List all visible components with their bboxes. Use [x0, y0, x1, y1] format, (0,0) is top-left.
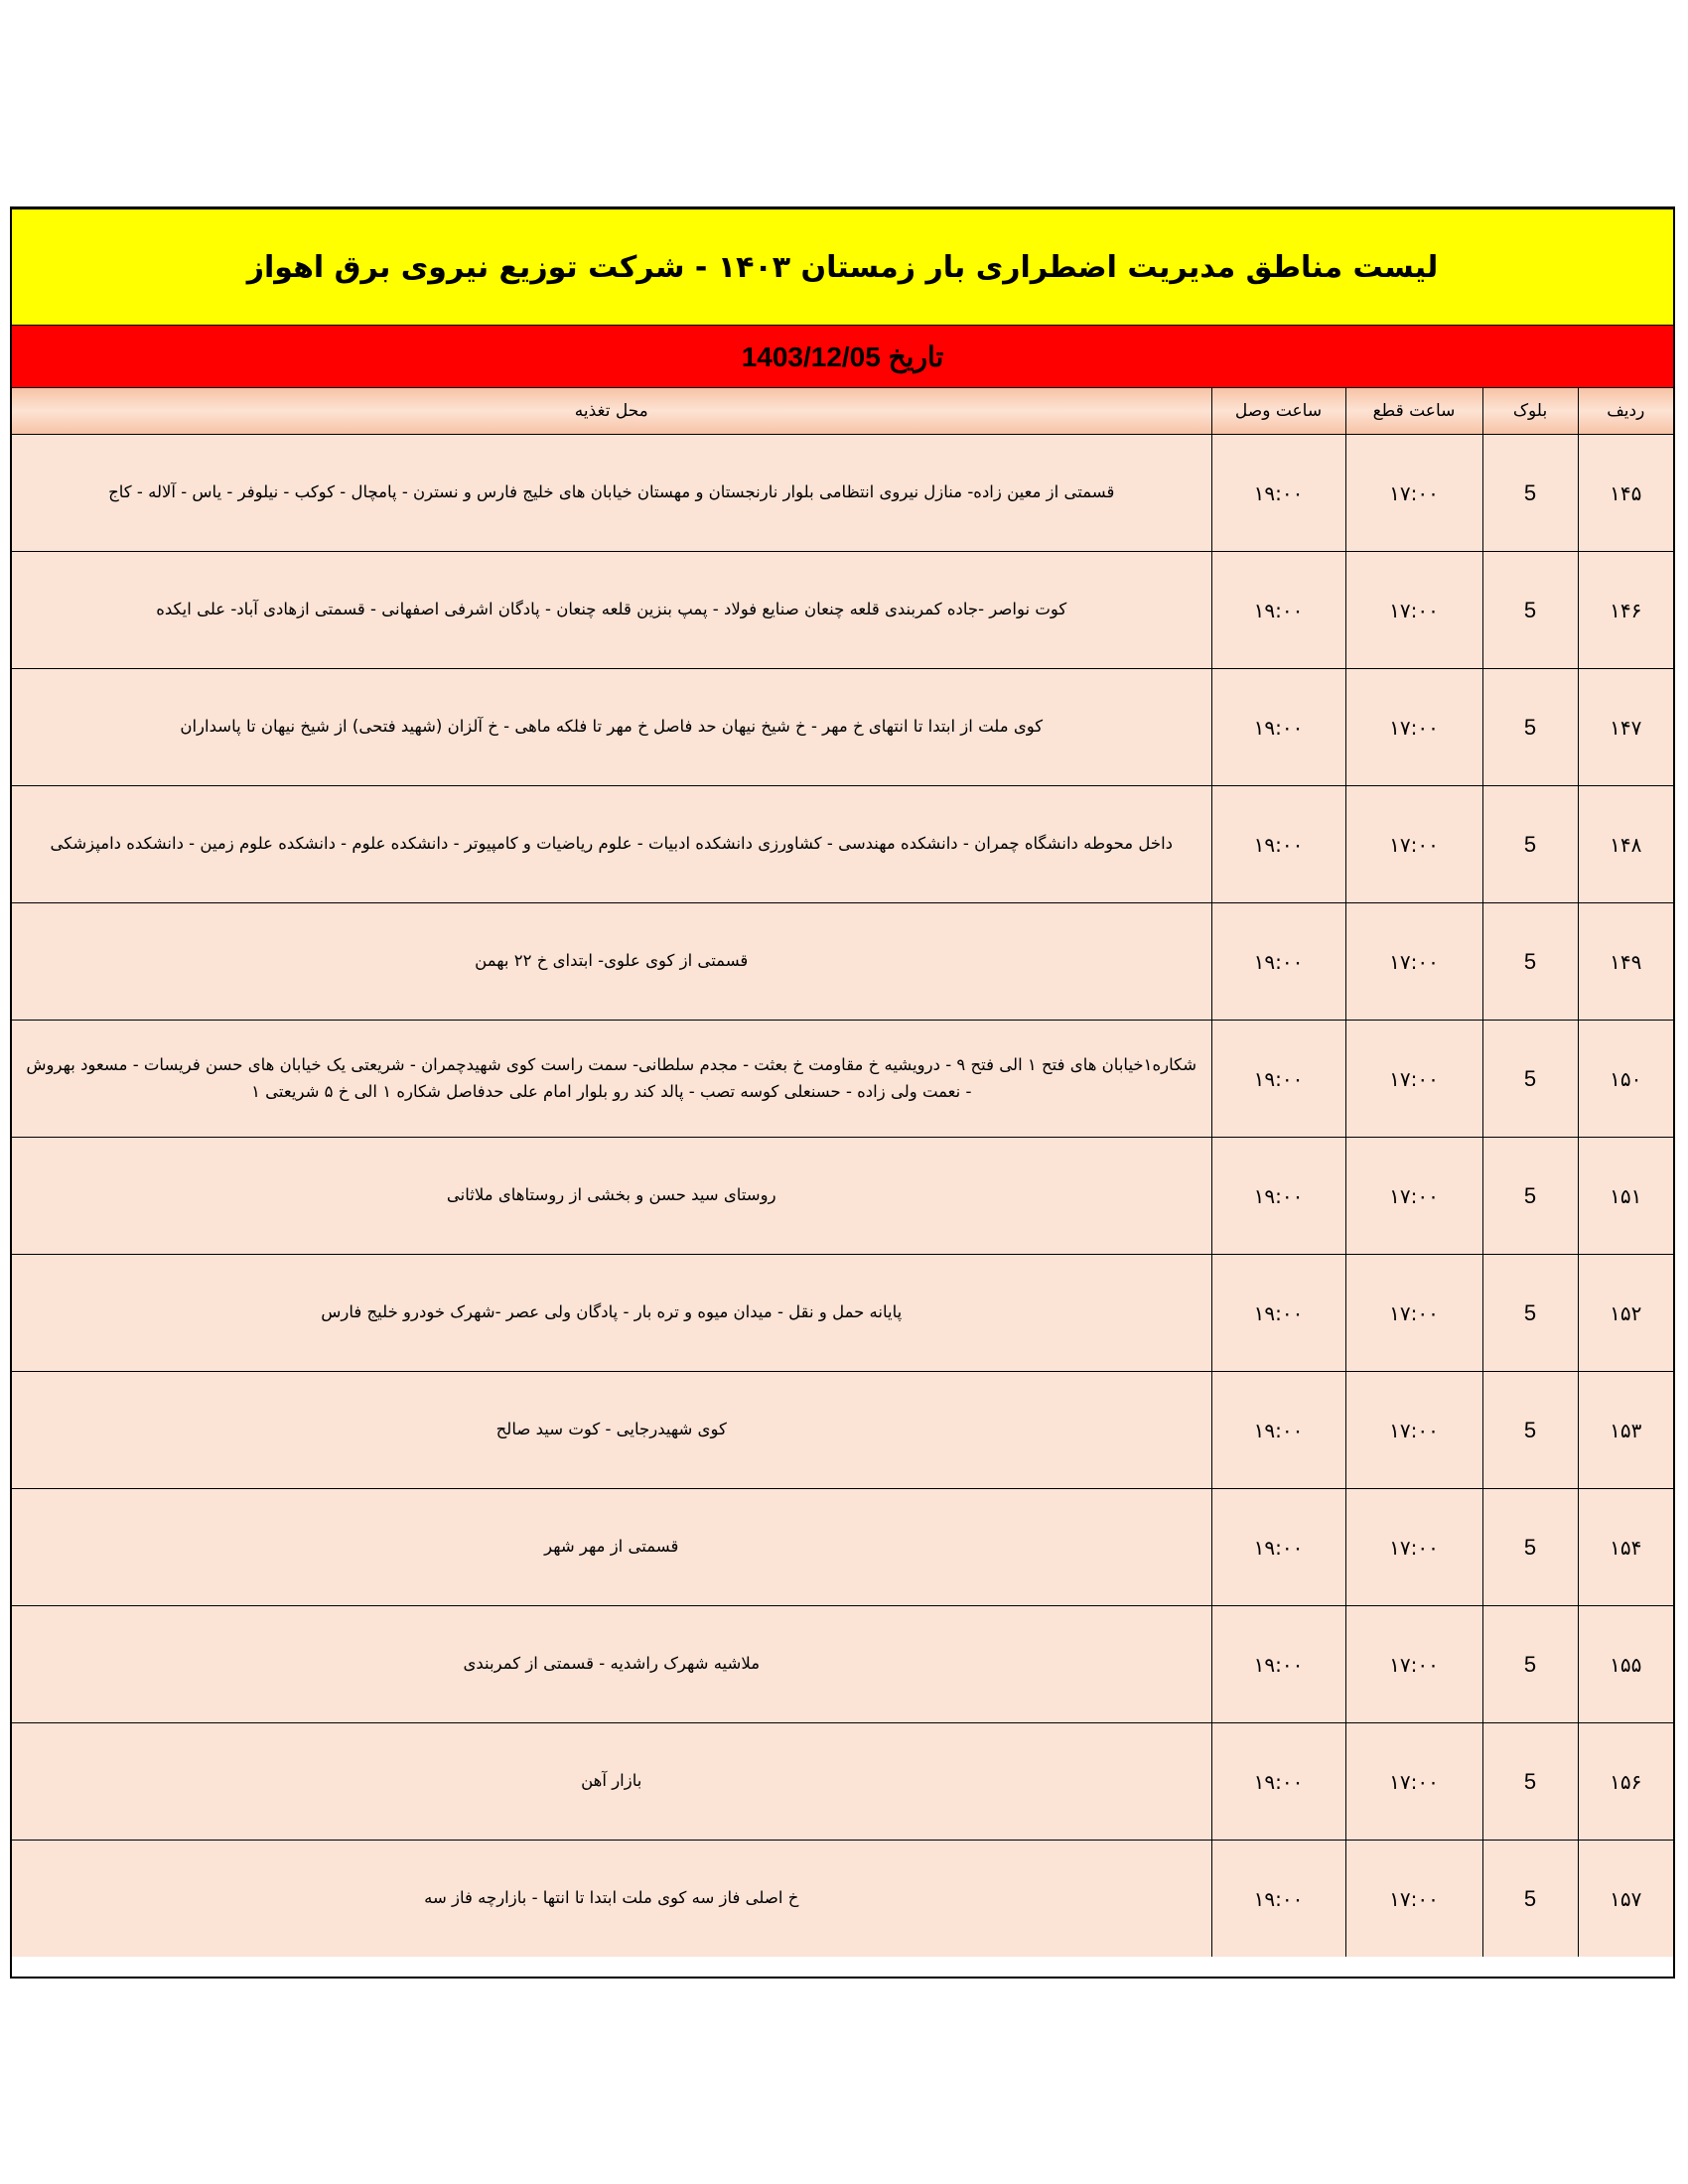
- area-cell: ملاشیه شهرک راشدیه - قسمتی از کمربندی: [12, 1606, 1211, 1723]
- cut-time-cell: ۱۷:۰۰: [1345, 1021, 1482, 1138]
- table-body: [12, 435, 1673, 1958]
- table-row: [12, 1021, 1673, 1138]
- restore-time-cell: ۱۹:۰۰: [1211, 786, 1345, 903]
- row-number-cell: ۱۴۸: [1578, 786, 1673, 903]
- column-header-cut-time: ساعت قطع: [1345, 388, 1482, 435]
- block-cell: 5: [1482, 552, 1578, 669]
- date-banner: [12, 326, 1673, 388]
- restore-time-cell: ۱۹:۰۰: [1211, 1606, 1345, 1723]
- block-cell: 5: [1482, 1255, 1578, 1372]
- area-cell: قسمتی از کوی علوی- ابتدای خ ۲۲ بهمن: [12, 903, 1211, 1021]
- restore-time-cell: ۱۹:۰۰: [1211, 1841, 1345, 1958]
- row-number-cell: ۱۴۹: [1578, 903, 1673, 1021]
- restore-time-cell: ۱۹:۰۰: [1211, 1489, 1345, 1606]
- cut-time-cell: ۱۷:۰۰: [1345, 552, 1482, 669]
- cut-time-cell: ۱۷:۰۰: [1345, 1841, 1482, 1958]
- table-header-row: [12, 388, 1673, 435]
- schedule-date: تاریخ 1403/12/05: [741, 341, 944, 372]
- area-cell: کوی ملت از ابتدا تا انتهای خ مهر - خ شیخ نیهان حد فاصل خ مهر تا فلکه ماهی - خ آلزان (شهید فتحی) از شیخ نیهان تا پاسداران: [12, 669, 1211, 786]
- cut-time-cell: ۱۷:۰۰: [1345, 1606, 1482, 1723]
- restore-time-cell: ۱۹:۰۰: [1211, 1723, 1345, 1841]
- area-cell: شکاره۱خیابان های فتح ۱ الی فتح ۹ - درویشیه خ مقاومت خ بعثت - مجدم سلطانی- سمت راست کوی شهیدچمران - شریعتی یک خیابان های حسن فریسات - مسعود بهروش - نعمت ولی زاده - حسنعلی کوسه تصب - پالد کند رو بلوار امام علی حدفاصل شکاره ۱ الی خ ۵ شریعتی ۱: [12, 1021, 1211, 1138]
- table-row: [12, 903, 1673, 1021]
- table-row: [12, 1138, 1673, 1255]
- block-cell: 5: [1482, 1021, 1578, 1138]
- restore-time-cell: ۱۹:۰۰: [1211, 1372, 1345, 1489]
- area-cell: روستای سید حسن و بخشی از روستاهای ملاثانی: [12, 1138, 1211, 1255]
- area-cell: داخل محوطه دانشگاه چمران - دانشکده مهندسی - کشاورزی دانشکده ادبیات - علوم ریاضیات و کامپیوتر - دانشکده علوم - دانشکده علوم زمین - دانشکده دامپزشکی: [12, 786, 1211, 903]
- block-cell: 5: [1482, 669, 1578, 786]
- block-cell: 5: [1482, 1138, 1578, 1255]
- block-cell: 5: [1482, 1841, 1578, 1958]
- restore-time-cell: ۱۹:۰۰: [1211, 1138, 1345, 1255]
- area-cell: کوی شهیدرجایی - کوت سید صالح: [12, 1372, 1211, 1489]
- row-number-cell: ۱۵۱: [1578, 1138, 1673, 1255]
- block-cell: 5: [1482, 903, 1578, 1021]
- area-cell: پایانه حمل و نقل - میدان میوه و تره بار - پادگان ولی عصر -شهرک خودرو خلیج فارس: [12, 1255, 1211, 1372]
- block-cell: 5: [1482, 1723, 1578, 1841]
- table-row: [12, 1255, 1673, 1372]
- table-row: [12, 669, 1673, 786]
- restore-time-cell: ۱۹:۰۰: [1211, 1255, 1345, 1372]
- row-number-cell: ۱۵۰: [1578, 1021, 1673, 1138]
- restore-time-cell: ۱۹:۰۰: [1211, 1021, 1345, 1138]
- column-header-area: محل تغذیه: [12, 388, 1211, 435]
- area-cell: بازار آهن: [12, 1723, 1211, 1841]
- block-cell: 5: [1482, 1372, 1578, 1489]
- restore-time-cell: ۱۹:۰۰: [1211, 435, 1345, 552]
- row-number-cell: ۱۵۴: [1578, 1489, 1673, 1606]
- row-number-cell: ۱۵۲: [1578, 1255, 1673, 1372]
- cut-time-cell: ۱۷:۰۰: [1345, 669, 1482, 786]
- page-title: لیست مناطق مدیریت اضطراری بار زمستان ۱۴۰۳ - شرکت توزیع نیروی برق اهواز: [246, 249, 1439, 285]
- area-cell: خ اصلی فاز سه کوی ملت ابتدا تا انتها - بازارچه فاز سه: [12, 1841, 1211, 1958]
- restore-time-cell: ۱۹:۰۰: [1211, 552, 1345, 669]
- row-number-cell: ۱۵۷: [1578, 1841, 1673, 1958]
- column-header-block: بلوک: [1482, 388, 1578, 435]
- cut-time-cell: ۱۷:۰۰: [1345, 1138, 1482, 1255]
- cut-time-cell: ۱۷:۰۰: [1345, 435, 1482, 552]
- block-cell: 5: [1482, 1606, 1578, 1723]
- cut-time-cell: ۱۷:۰۰: [1345, 903, 1482, 1021]
- area-cell: قسمتی از معین زاده- منازل نیروی انتظامی بلوار نارنجستان و مهستان خیابان های خلیج فارس و نسترن - پامچال - کوکب - نیلوفر - یاس - آلاله - کاج: [12, 435, 1211, 552]
- row-number-cell: ۱۴۶: [1578, 552, 1673, 669]
- column-header-restore-time: ساعت وصل: [1211, 388, 1345, 435]
- block-cell: 5: [1482, 1489, 1578, 1606]
- table-row: [12, 1489, 1673, 1606]
- row-number-cell: ۱۵۵: [1578, 1606, 1673, 1723]
- table-row: [12, 1372, 1673, 1489]
- cut-time-cell: ۱۷:۰۰: [1345, 1372, 1482, 1489]
- outage-table: [12, 388, 1673, 1957]
- table-row: [12, 435, 1673, 552]
- table-row: [12, 1723, 1673, 1841]
- restore-time-cell: ۱۹:۰۰: [1211, 903, 1345, 1021]
- table-row: [12, 552, 1673, 669]
- block-cell: 5: [1482, 435, 1578, 552]
- table-row: [12, 786, 1673, 903]
- restore-time-cell: ۱۹:۰۰: [1211, 669, 1345, 786]
- table-row: [12, 1606, 1673, 1723]
- row-number-cell: ۱۵۳: [1578, 1372, 1673, 1489]
- row-number-cell: ۱۴۵: [1578, 435, 1673, 552]
- cut-time-cell: ۱۷:۰۰: [1345, 1489, 1482, 1606]
- cut-time-cell: ۱۷:۰۰: [1345, 786, 1482, 903]
- area-cell: قسمتی از مهر شهر: [12, 1489, 1211, 1606]
- row-number-cell: ۱۵۶: [1578, 1723, 1673, 1841]
- title-banner: [12, 209, 1673, 326]
- area-cell: کوت نواصر -جاده کمربندی قلعه چنعان صنایع فولاد - پمپ بنزین قلعه چنعان - پادگان اشرفی اصفهانی - قسمتی ازهادی آباد- علی ایکده: [12, 552, 1211, 669]
- cut-time-cell: ۱۷:۰۰: [1345, 1723, 1482, 1841]
- row-number-cell: ۱۴۷: [1578, 669, 1673, 786]
- column-header-row-number: ردیف: [1578, 388, 1673, 435]
- cut-time-cell: ۱۷:۰۰: [1345, 1255, 1482, 1372]
- block-cell: 5: [1482, 786, 1578, 903]
- schedule-sheet: [10, 206, 1675, 1979]
- table-row: [12, 1841, 1673, 1958]
